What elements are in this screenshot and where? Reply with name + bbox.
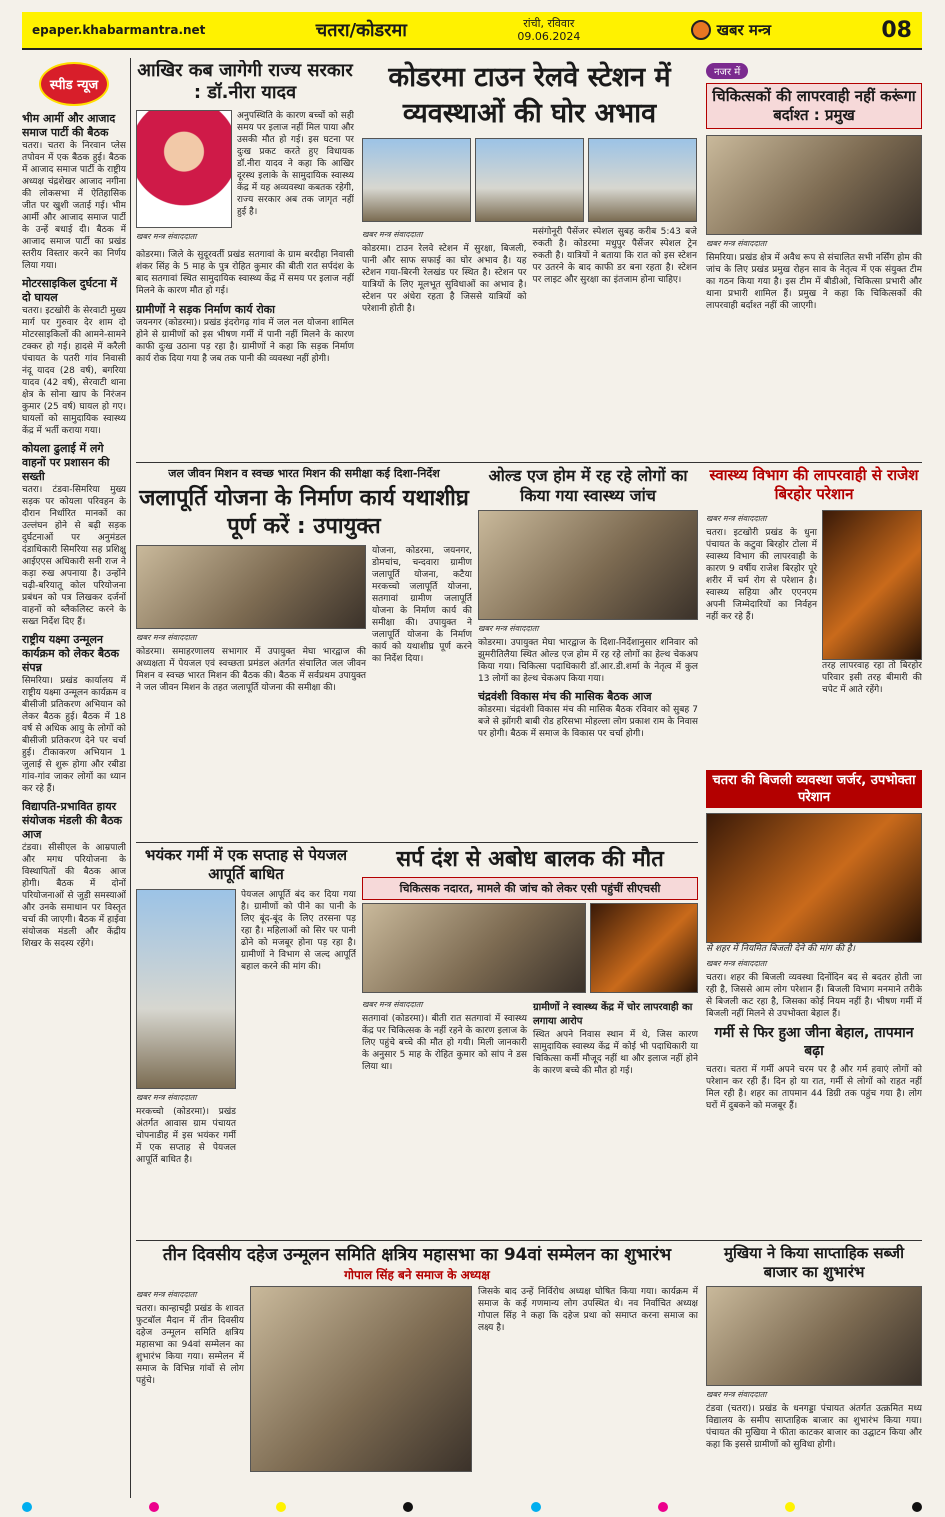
sub-headline: ग्रामीणों ने सड़क निर्माण कार्य रोका bbox=[136, 303, 275, 316]
story-body: चतरा। शहर की बिजली व्यवस्था दिनोंदिन बद से बदतर होती जा रही है, जिससे आम लोग परेशान हैं। बिजली विभाग मनमाने तरीके से बिजली कट रहा है, जिसका कोई नियम नहीं है। भीषण गर्मी में बिजली नहीं मिलने से उपभोक्ता बेहाल हैं। bbox=[706, 973, 922, 1019]
brief-title: भीम आर्मी और आजाद समाज पार्टी की बैठक bbox=[22, 112, 116, 139]
speed-news-logo: स्पीड न्यूज bbox=[39, 62, 109, 106]
story-body: चतरा। कान्हाचट्टी प्रखंड के शावत फुटबॉल मैदान में तीन दिवसीय दहेज उन्मूलन समिति क्षत्रिय महासभा का 94वां सम्मेलन का शुभारंभ किया गया। सम्मेलन में समाज के विभिन्न गांवों से लोग पहुंचे। bbox=[136, 1304, 244, 1386]
story-headline: तीन दिवसीय दहेज उन्मूलन समिति क्षत्रिय महासभा का 94वां सम्मेलन का शुभारंभ bbox=[162, 1245, 672, 1265]
byline: खबर मन्त्र संवाददाता bbox=[706, 959, 767, 968]
yellow-dot-icon bbox=[785, 1502, 795, 1512]
byline: खबर मन्त्र संवाददाता bbox=[136, 1290, 197, 1299]
story-body: टंडवा (चतरा)। प्रखंड के धनगड्डा पंचायत अंतर्गत उत्क्रमित मध्य विद्यालय के समीप साप्ताहिक बाजार का शुभारंभ किया गया। पंचायत की मुखिया ने फीता काटकर बाजार का उद्घाटन किया और कहा कि इससे ग्रामीणों को सुविधा होगी। bbox=[706, 1404, 922, 1450]
brief-item bbox=[22, 277, 126, 437]
brief-item bbox=[22, 112, 126, 272]
news-photo bbox=[475, 138, 584, 222]
story-power bbox=[706, 770, 922, 1020]
story-kicker: जल जीवन मिशन व स्वच्छ भारत मिशन की समीक्षा कई दिशा-निर्देश bbox=[168, 467, 440, 480]
story-neglect bbox=[706, 466, 922, 766]
black-dot-icon bbox=[403, 1502, 413, 1512]
story-body: मरकच्चो (कोडरमा)। प्रखंड अंतर्गत आवास ग्राम पंचायत चोपनाडीह में इस भयंकर गर्मी में एक सप्ताह से पेयजल आपूर्ति बाधित है। bbox=[136, 1107, 236, 1165]
row-divider bbox=[136, 842, 698, 843]
brief-item bbox=[22, 800, 126, 950]
brief-text: चतरा। इटखोरी के सेरवाटी मुख्य मार्ग पर गुरुवार देर शाम दो मोटरसाइकिलों की आमने-सामने टक्कर हो गई। हादसे में करैली पंचायत के पतरी गांव निवासी नंदू यादव (28 वर्ष), बगरिया यादव (42 वर्ष), सेरवाटी थाना क्षेत्र के सोना खाप के निरंजन कुमार (25 वर्ष) घायल हो गए। घायलों को सामुदायिक स्वास्थ्य केंद्र में भर्ती कराया गया। bbox=[22, 306, 126, 436]
left-column bbox=[22, 58, 126, 1498]
story-snake bbox=[362, 846, 698, 1238]
story-body: चतरा। इटखोरी प्रखंड के धुना पंचायत के कटुवा बिरहोर टोला में स्वास्थ्य विभाग की लापरवाही के कारण 9 वर्षीय राजेश बिरहोर पूरे शरीर में चर्म रोग से परेशान है। स्वास्थ्य सहिया और एएनएम अपनी जिम्मेदारियों का निर्वहन नहीं कर रहे हैं। bbox=[706, 528, 817, 622]
news-photo bbox=[706, 813, 922, 943]
story-headline: कोडरमा टाउन रेलवे स्टेशन में व्यवस्थाओं की घोर अभाव bbox=[388, 62, 671, 129]
row-divider bbox=[136, 1240, 922, 1241]
sub-story-body: कोडरमा। चंद्रवंशी विकास मंच की मासिक बैठक रविवार को सुबह 7 बजे से झोंगरी बाबी रोड हरिसभा मोहल्ला लोग प्रकाश राम के निवास पर होगी। बैठक में समाज के विकास पर चर्चा होगी। bbox=[478, 705, 698, 739]
kicker-tag: नजर में bbox=[706, 63, 748, 79]
cyan-dot-icon bbox=[531, 1502, 541, 1512]
byline: खबर मन्त्र संवाददाता bbox=[362, 1000, 423, 1009]
site-url[interactable]: epaper.khabarmantra.net bbox=[32, 23, 206, 37]
story-body: स्थित अपने निवास स्थान में थे, जिस कारण सामुदायिक स्वास्थ्य केंद्र में कोई भी पदाधिकारी या चिकित्सा कर्मी मौजूद नहीं था और इलाज नहीं होने के कारण बच्चे की मौत हो गई। bbox=[533, 1030, 698, 1076]
sub-story-body: जयनगर (कोडरमा)। प्रखंड इंदरोगढ़ गांव में जल नल योजना शामिल होने से ग्रामीणों को इस भीषण गर्मी में पानी नहीं मिलने के कारण काफी दुःख उठाना पड़ रहा है। ग्रामीणों ने कहा कि सड़क निर्माण कार्य रोक दिया गया है जब तक पानी की व्यवस्था नहीं होगी। bbox=[136, 318, 354, 364]
page-number: 08 bbox=[881, 17, 912, 43]
brief-title: मोटरसाइकिल दुर्घटना में दो घायल bbox=[22, 277, 117, 304]
story-dowry bbox=[136, 1244, 698, 1498]
story-body: अनुपस्थिति के कारण बच्चों को सही समय पर इलाज नहीं मिल पाया और उसकी मौत हो गई। इस घटना पर दुःख प्रकट करते हुए विधायक डॉ.नीरा यादव ने कहा कि आखिर दूरस्थ इलाके के सामुदायिक स्वास्थ्य केंद्र में यह अव्यवस्था कबतक रहेगी, राज्य सरकार अब तक जागृत नहीं हुई है। bbox=[237, 111, 354, 217]
story-body: कोडरमा। समाहरणालय सभागार में उपायुक्त मेघा भारद्वाज की अध्यक्षता में पेयजल एवं स्वच्छता प्रमंडल अंतर्गत संचालित जल जीवन मिशन व स्वच्छ भारत मिशन की बैठक की। बैठक में सर्वप्रथम उपायुक्त ने जल जीवन मिशन के तहत जलापूर्ति योजना की समीक्षा की। bbox=[136, 647, 366, 693]
black-dot-icon bbox=[912, 1502, 922, 1512]
byline: खबर मन्त्र संवाददाता bbox=[706, 239, 767, 248]
kicker-row bbox=[706, 60, 922, 79]
story-market bbox=[706, 1244, 922, 1498]
story-water bbox=[136, 466, 472, 840]
photo-caption: से शहर में नियमित बिजली देने की मांग की है। bbox=[706, 944, 855, 954]
story-body: जिसके बाद उन्हें निर्विरोध अध्यक्ष घोषित किया गया। कार्यक्रम में समाज के कई गणमान्य लोग उपस्थित थे। नव निर्वाचित अध्यक्ष गोपाल सिंह ने कहा कि दहेज प्रथा को समाप्त करना समाज का लक्ष्य है। bbox=[478, 1287, 698, 1333]
brief-text: टंडवा। सीसीएल के आम्रपाली और मगध परियोजना के विस्थापितों की बैठक आज होगी। बैठक में दोनों परियोजनाओं से जुड़ी समस्याओं और उनके समाधान पर विस्तृत चर्चा की जाएगी। बैठक में हाईवा संयोजक मंडली और केंद्रीय शिखर के सदस्य रहेंगे। bbox=[22, 843, 126, 949]
portrait-photo bbox=[136, 110, 232, 228]
news-photo bbox=[250, 1286, 472, 1472]
city-day: रांची, रविवार bbox=[523, 17, 575, 30]
brief-item bbox=[22, 442, 126, 628]
story-headline: आखिर कब जागेगी राज्य सरकार : डॉ.नीरा यादव bbox=[137, 60, 353, 103]
story-drinking bbox=[136, 846, 356, 1238]
story-body: मसंगोनूरी पैसेंजर स्पेशल सुबह करीब 5:43 बजे रुकती है। कोडरमा मधुपुर पैसेंजर स्पेशल ट्रेन रुकती है। यात्रियों ने बताया कि रात को इस स्टेशन पर उतरने के बाद काफी डर बना रहता है। स्टेशन पर लाइट और सुरक्षा का इंतजाम होना चाहिए। bbox=[532, 227, 697, 285]
dateline bbox=[517, 17, 580, 43]
brief-item bbox=[22, 633, 126, 795]
byline: खबर मन्त्र संवाददाता bbox=[706, 514, 767, 523]
story-kicker: चिकित्सक नदारत, मामले की जांच को लेकर एसी पहुंचीं सीएचसी bbox=[362, 877, 698, 900]
story-body: कोडरमा। टाउन रेलवे स्टेशन में सुरक्षा, बिजली, पानी और साफ सफाई का घोर अभाव है। यह स्टेशन गया-बिरनी रेलखंड पर स्थित है। स्टेशन पर यात्रियों के लिए मूलभूत सुविधाओं का अभाव है। स्टेशन पर अंधेरा रहता है जिससे यात्रियों को परेशानी होती है। bbox=[362, 244, 527, 314]
byline: खबर मन्त्र संवाददाता bbox=[706, 1390, 767, 1399]
story-body: पेयजल आपूर्ति बंद कर दिया गया है। ग्रामीणों को पीने का पानी के लिए बूंद-बूंद के लिए तरसना पड़ रहा है। महिलाओं को सिर पर पानी ढोने को मजबूर होना पड़ रहा है। ग्रामीणों ने विभाग से जल्द आपूर्ति बहाल करने की मांग की। bbox=[241, 890, 356, 972]
story-body: सतगावां (कोडरमा)। बीती रात सतगावां में स्वास्थ्य केंद्र पर चिकित्सक के नहीं रहने के कारण इलाज के लिए पहुंचे बच्चे की मौत हो गयी। मिली जानकारी के अनुसार 5 माह के रोहित कुमार को सांप ने डस लिया था। bbox=[362, 1014, 527, 1072]
byline: खबर मन्त्र संवाददाता bbox=[136, 633, 197, 642]
sub-headline: ग्रामीणों ने स्वास्थ्य केंद्र में चोर लापरवाही का लगाया आरोप bbox=[533, 1002, 693, 1027]
story-kicker: गोपाल सिंह बने समाज के अध्यक्ष bbox=[344, 1268, 490, 1282]
news-photo bbox=[136, 545, 366, 629]
brief-title: कोयला ढुलाई में लगे वाहनों पर प्रशासन की सख्ती bbox=[22, 442, 110, 483]
news-photo bbox=[590, 903, 698, 993]
news-photo bbox=[136, 889, 236, 1089]
news-photo bbox=[706, 1286, 922, 1386]
print-color-bar bbox=[22, 1502, 922, 1512]
sub-headline: चंद्रवंशी विकास मंच की मासिक बैठक आज bbox=[478, 690, 652, 703]
story-headline: भयंकर गर्मी में एक सप्ताह से पेयजल आपूर्ति बाधित bbox=[144, 846, 348, 883]
byline: खबर मन्त्र संवाददाता bbox=[136, 1093, 197, 1102]
masthead-bar bbox=[22, 12, 922, 50]
brief-text: चतरा। टंडवा-सिमरिया मुख्य सड़क पर कोयला परिवहन के दौरान निर्धारित मानकों का उल्लंघन होने से बढ़ी सड़क दुर्घटनाओं पर अनुमंडल दंडाधिकारी सिमरिया सह प्रशिक्षु आईएएस अधिकारी सनी राज ने कड़ा रुख अपनाया है। उन्होंने चढ़ी-बरियातू कोल परियोजना प्रबंधन को पत्र लिखकर दर्जनों वाहनों को ब्लैकलिस्ट करने के सख्त निर्देश दिए हैं। bbox=[22, 485, 126, 627]
brief-title: राष्ट्रीय यक्ष्मा उन्मूलन कार्यक्रम को लेकर बैठक संपन्न bbox=[22, 633, 120, 674]
news-photo bbox=[588, 138, 697, 222]
magenta-dot-icon bbox=[658, 1502, 668, 1512]
brand-logo-icon bbox=[691, 20, 711, 40]
story-doctor bbox=[136, 60, 354, 460]
issue-date: 09.06.2024 bbox=[517, 30, 581, 43]
story-headline: जलापूर्ति योजना के निर्माण कार्य यथाशीघ्र पूर्ण करें : उपायुक्त bbox=[139, 486, 469, 539]
story-body: कोडरमा। उपायुक्त मेघा भारद्वाज के दिशा-निर्देशानुसार शनिवार को झुमरीतिलैया स्थित ओल्ड एज होम में रह रहे लोगों का हेल्थ चेकअप किया गया। चिकित्सा पदाधिकारी डॉ.आर.डी.शर्मा के नेतृत्व में कुल 13 लोगों का हेल्थ चेकअप किया गया। bbox=[478, 638, 698, 684]
byline: खबर मन्त्र संवाददाता bbox=[136, 232, 197, 241]
brief-text: सिमरिया। प्रखंड कार्यालय में राष्ट्रीय यक्ष्मा उन्मूलन कार्यक्रम व बीसीजी प्रतिकरण अभियान को लेकर बैठक हुई। बैठक में 18 वर्ष से अधिक आयु के लोगों को बीसीजी प्रतिकरण देने पर चर्चा हुई। टीकाकरण अभियान 1 जुलाई से शुरू होगा और रबीडा गांव-गांव जाकर लोगों का ध्यान कर रहे हैं। bbox=[22, 676, 126, 794]
cyan-dot-icon bbox=[22, 1502, 32, 1512]
story-rail bbox=[362, 60, 697, 460]
yellow-dot-icon bbox=[276, 1502, 286, 1512]
story-body: योजना, कोडरमा, जयनगर, डोमचांच, चन्दवारा ग्रामीण जलापूर्ति योजना, कटैया मरकच्चो जलापूर्ति योजना, सतगावां ग्रामीण जलापूर्ति योजना के निर्माण कार्य की समीक्षा की। उपायुक्त ने जलापूर्ति योजना के निर्माण कार्य को यथाशीघ्र पूर्ण करने का निर्देश दिया। bbox=[372, 546, 472, 664]
story-heat bbox=[706, 1024, 922, 1234]
story-oldage bbox=[478, 466, 698, 840]
story-headline: गर्मी से फिर हुआ जीना बेहाल, तापमान बढ़ा bbox=[714, 1025, 914, 1059]
story-body: सिमरिया। प्रखंड क्षेत्र में अवैध रूप से संचालित सभी नर्सिंग होम की जांच के लिए प्रखंड प्रमुख रोहन साव के नेतृत्व में एक संयुक्त टीम का गठन किया गया है। इस टीम में बीडीओ, चिकित्सा प्रभारी और थाना प्रभारी शामिल हैं। प्रमुख ने कहा कि चिकित्सकों की लापरवाही बर्दाश्त नहीं की जाएगी। bbox=[706, 253, 922, 311]
column-divider bbox=[130, 58, 131, 1498]
section-title: चतरा/कोडरमा bbox=[315, 20, 407, 41]
news-photo bbox=[478, 510, 698, 620]
news-photo bbox=[822, 510, 922, 660]
news-photo bbox=[362, 138, 471, 222]
news-photo bbox=[706, 135, 922, 235]
story-headline: चतरा की बिजली व्यवस्था जर्जर, उपभोक्ता परेशान bbox=[706, 770, 922, 808]
brief-text: चतरा। चतरा के निरवान प्लेस तपोवन में एक बैठक हुई। बैठक में आजाद समाज पार्टी के राष्ट्रीय अध्यक्ष चंद्रशेखर आजाद नगीना की लोकसभा में ऐतिहासिक जीत पर खुशी जताई गई। भीम आर्मी और आजाद समाज पार्टी के उन्हें बधाई दी। बैठक में आजाद समाज पार्टी का प्रखंड स्तरीय विस्तार करने का निर्णय लिया गया। bbox=[22, 141, 126, 271]
news-photo bbox=[362, 903, 586, 993]
story-headline: मुखिया ने किया साप्ताहिक सब्जी बाजार का शुभारंभ bbox=[724, 1244, 904, 1281]
story-body: चतरा। चतरा में गर्मी अपने चरम पर है और गर्म हवाएं लोगों को परेशान कर रही हैं। दिन हो या रात, गर्मी से लोगों को राहत नहीं मिल रही है। शहर का तापमान 44 डिग्री तक पहुंच गया है। लोग घरों में दुबकने को मजबूर हैं। bbox=[706, 1065, 922, 1111]
story-headline: सर्प दंश से अबोध बालक की मौत bbox=[396, 847, 664, 872]
magenta-dot-icon bbox=[149, 1502, 159, 1512]
brand bbox=[691, 20, 771, 40]
story-body: कोडरमा। जिले के सुदूरवर्ती प्रखंड सतगावां के ग्राम बरदीहा निवासी शंकर सिंह के 5 माह के पुत्र रोहित कुमार की बीती रात सर्पदंश के बाद सतगावां स्थित सामुदायिक स्वास्थ्य केंद्र में समय पर इलाज नहीं मिलने के कारण मौत हो गई। bbox=[136, 250, 354, 296]
byline: खबर मन्त्र संवाददाता bbox=[362, 230, 423, 239]
story-health bbox=[706, 60, 922, 460]
byline: खबर मन्त्र संवाददाता bbox=[478, 624, 539, 633]
story-body: तरह लापरवाह रहा तो बिरहोर परिवार इसी तरह बीमारी की चपेट में आते रहेंगे। bbox=[822, 661, 922, 695]
brief-title: विद्यापति-प्रभावित हायर संयोजक मंडली की बैठक आज bbox=[22, 800, 122, 841]
row-divider bbox=[136, 462, 922, 463]
story-headline: ओल्ड एज होम में रह रहे लोगों का किया गया स्वास्थ्य जांच bbox=[488, 466, 688, 505]
brand-name: खबर मन्त्र bbox=[716, 21, 772, 39]
story-headline: स्वास्थ्य विभाग की लापरवाही से राजेश बिरहोर परेशान bbox=[709, 466, 919, 503]
story-headline: चिकित्सकों की लापरवाही नहीं करूंगा बर्दाश्त : प्रमुख bbox=[706, 83, 922, 129]
